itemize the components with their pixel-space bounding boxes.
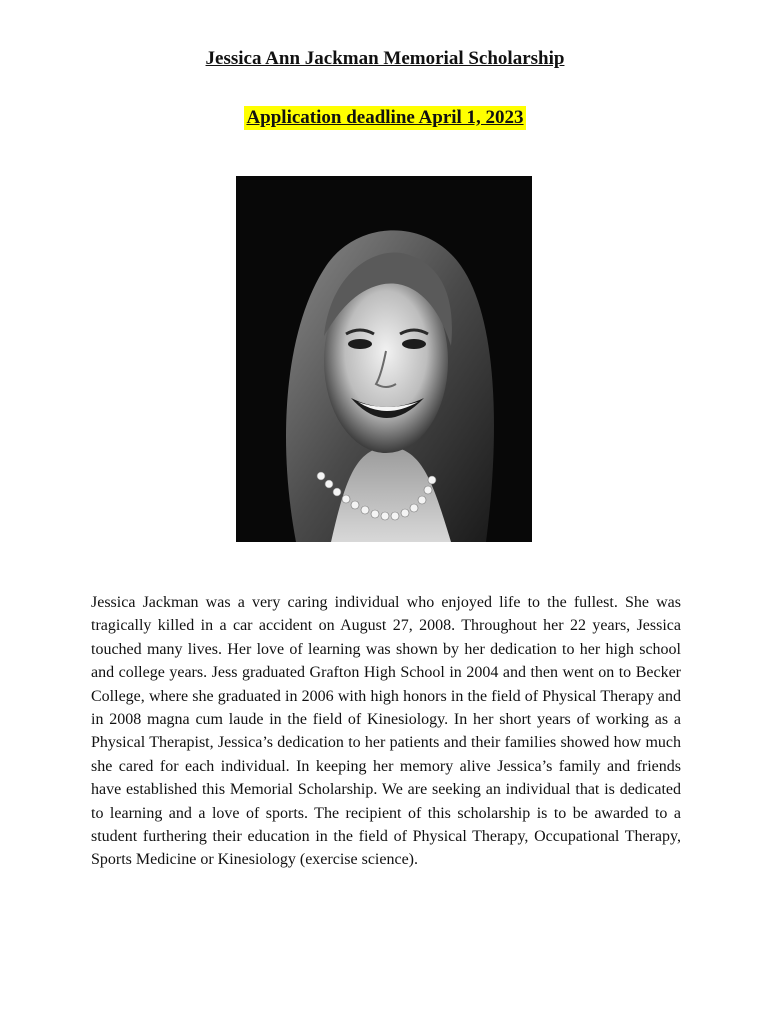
- deadline-line: [0, 106, 770, 130]
- body-paragraph: Jessica Jackman was a very caring individual who enjoyed life to the fullest. She was tragically killed in a car accident on August 27, 2008. Throughout her 22 years, Jessica touched many lives. Her love of learning was shown by her dedication to her high school and college years. Jess graduated Grafton High School in 2004 and then went on to Becker College, where she graduated in 2006 with high honors in the field of Physical Therapy and in 2008 magna cum laude in the field of Kinesiology. In her short years of working as a Physical Therapist, Jessica’s dedication to her patients and their families showed how much she cared for each individual. In keeping her memory alive Jessica’s family and friends have established this Memorial Scholarship. We are seeking an individual that is dedicated to learning and a love of sports. The recipient of this scholarship is to be awarded to a student furthering their education in the field of Physical Therapy, Occupational Therapy, Sports Medicine or Kinesiology (exercise science).: [91, 594, 681, 869]
- document-title: Jessica Ann Jackman Memorial Scholarship: [205, 48, 565, 69]
- deadline-highlight: Application deadline April 1, 2023: [246, 107, 524, 128]
- portrait-illustration: [236, 176, 532, 542]
- portrait-photo: [236, 176, 532, 542]
